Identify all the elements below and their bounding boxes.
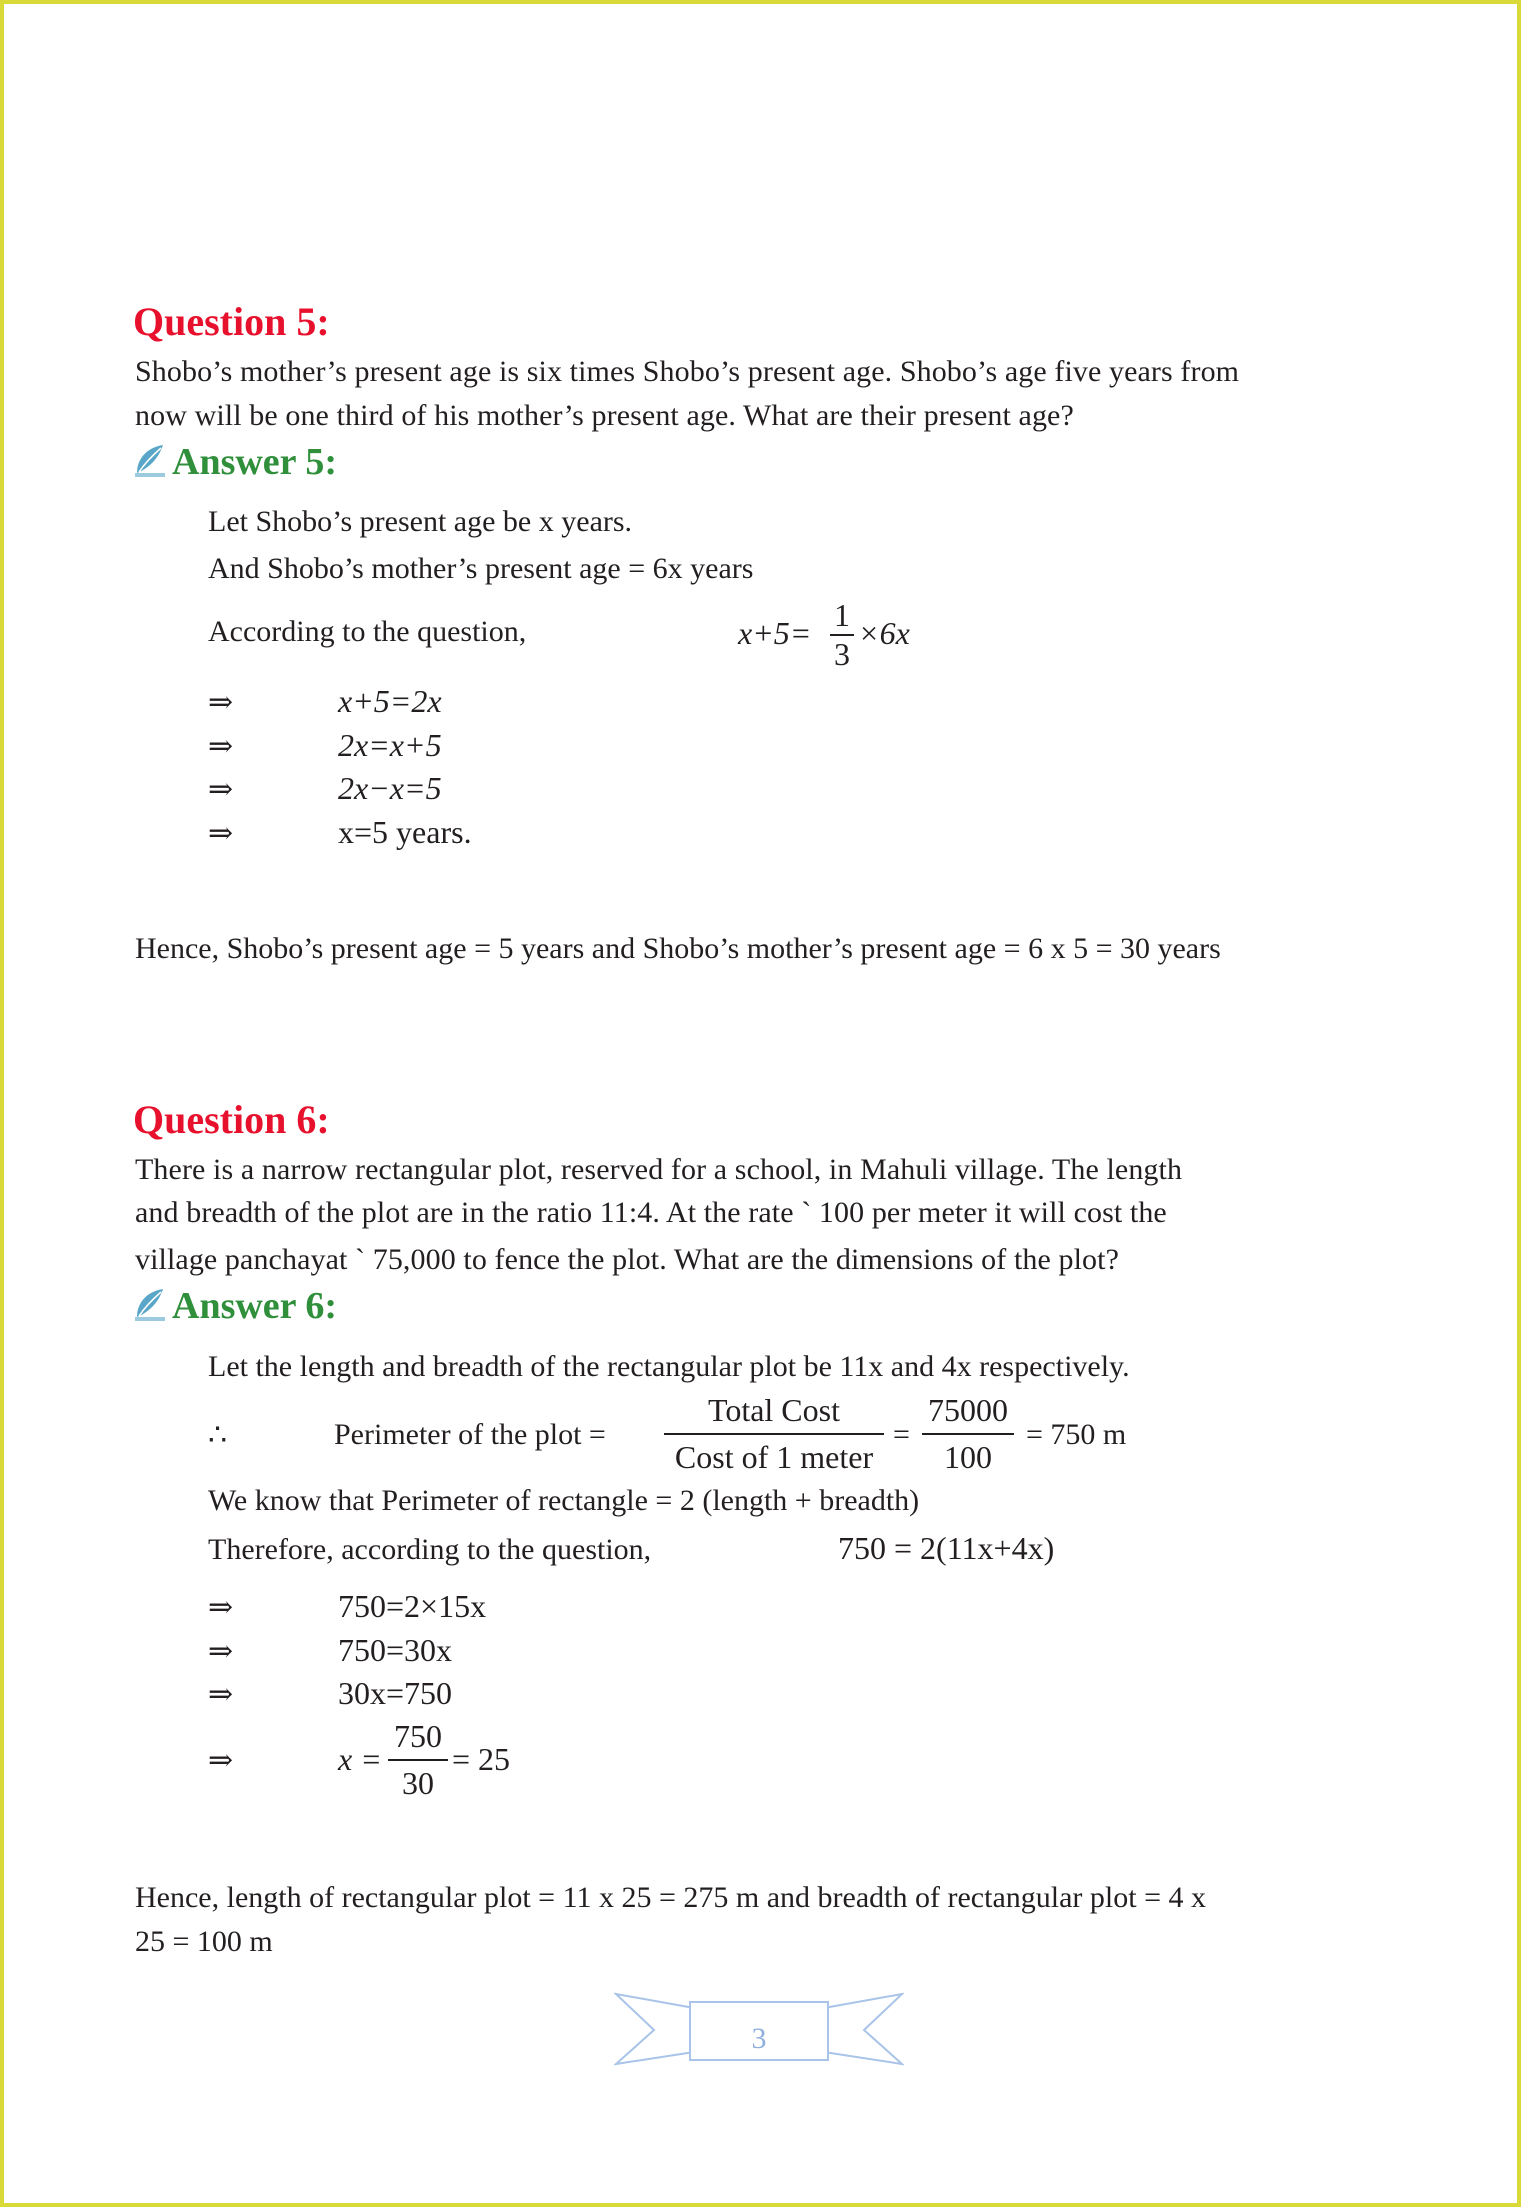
answer-5-line-3: According to the question, bbox=[208, 615, 527, 648]
answer-5-line-1: Let Shobo’s present age be x years. bbox=[208, 505, 633, 538]
question-6-heading: Question 6: bbox=[133, 1097, 330, 1142]
answer-5-step-4: x=5 years. bbox=[338, 814, 472, 850]
implies-arrow: ⇒ bbox=[208, 1678, 234, 1711]
implies-arrow: ⇒ bbox=[208, 1591, 234, 1624]
answer-6-conclusion-line-1: Hence, length of rectangular plot = 11 x 25 = 275 m and breadth of rectangular plot = 4 x bbox=[135, 1881, 1206, 1914]
answer-6-conclusion-line-2: 25 = 100 m bbox=[135, 1925, 273, 1958]
perimeter-fraction-1 bbox=[664, 1392, 884, 1476]
implies-arrow: ⇒ bbox=[208, 686, 234, 719]
answer-6-therefore-line: Therefore, according to the question, bbox=[208, 1533, 652, 1566]
implies-arrow: ⇒ bbox=[208, 817, 234, 850]
fraction-denominator: 100 bbox=[944, 1439, 992, 1475]
fraction-numerator: 750 bbox=[394, 1718, 442, 1754]
fraction-denominator: 30 bbox=[402, 1765, 434, 1801]
answer-5-equation-rhs: ×6x bbox=[858, 615, 910, 651]
question-6-text-line-1: There is a narrow rectangular plot, reserved for a school, in Mahuli village. The length bbox=[135, 1153, 1183, 1186]
fraction-denominator: Cost of 1 meter bbox=[674, 1439, 874, 1475]
question-5-text-line-1: Shobo’s mother’s present age is six times Shobo’s present age. Shobo’s age five years from bbox=[135, 355, 1240, 388]
answer-6-final-lhs: x = bbox=[338, 1741, 382, 1777]
fraction-numerator: 75000 bbox=[928, 1392, 1008, 1428]
perimeter-result: = 750 m bbox=[1026, 1418, 1127, 1451]
answer-6-step-3: 30x=750 bbox=[338, 1675, 453, 1711]
fraction-bar bbox=[388, 1759, 448, 1761]
page-number: 3 bbox=[751, 2022, 767, 2055]
therefore-symbol: ∴ bbox=[208, 1419, 228, 1452]
question-6-text-line-3: village panchayat ` 75,000 to fence the plot. What are the dimensions of the plot? bbox=[135, 1243, 1120, 1276]
fraction-bar bbox=[664, 1433, 884, 1435]
implies-arrow: ⇒ bbox=[208, 773, 234, 806]
implies-arrow: ⇒ bbox=[208, 1635, 234, 1668]
leaf-logo-icon bbox=[133, 443, 167, 479]
fraction-numerator: Total Cost bbox=[708, 1392, 840, 1428]
answer-6-step-1: 750=2×15x bbox=[338, 1588, 487, 1624]
answer-5-line-2: And Shobo’s mother’s present age = 6x years bbox=[208, 552, 754, 585]
fraction-numerator: 1 bbox=[834, 597, 850, 633]
answer-6-step-2: 750=30x bbox=[338, 1632, 453, 1668]
answer-6-final-fraction bbox=[388, 1718, 448, 1802]
answer-6-line-1: Let the length and breadth of the rectangular plot be 11x and 4x respectively. bbox=[208, 1350, 1130, 1383]
answer-6-know-line: We know that Perimeter of rectangle = 2 (length + breadth) bbox=[208, 1484, 920, 1517]
answer-5-step-3: 2x−x=5 bbox=[338, 770, 442, 806]
fraction-bar bbox=[922, 1433, 1014, 1435]
question-5-heading: Question 5: bbox=[133, 299, 330, 344]
perimeter-fraction-2 bbox=[922, 1392, 1014, 1476]
answer-6-heading: Answer 6: bbox=[172, 1285, 338, 1327]
answer-6-final-rhs: = 25 bbox=[452, 1741, 511, 1777]
answer-6-equation: 750 = 2(11x+4x) bbox=[838, 1530, 1055, 1566]
leaf-logo-icon bbox=[133, 1287, 167, 1323]
equals-sign: = bbox=[893, 1418, 910, 1451]
answer-5-equation-lhs: x+5= bbox=[738, 615, 812, 651]
answer-5-conclusion: Hence, Shobo’s present age = 5 years and Shobo’s mother’s present age = 6 x 5 = 30 years bbox=[135, 932, 1221, 965]
fraction-denominator: 3 bbox=[834, 636, 850, 672]
question-6-text-line-2: and breadth of the plot are in the ratio 11:4. At the rate ` 100 per meter it will cost the bbox=[135, 1196, 1167, 1229]
answer-5-step-2: 2x=x+5 bbox=[338, 727, 442, 763]
perimeter-label: Perimeter of the plot = bbox=[334, 1418, 606, 1451]
answer-5-heading: Answer 5: bbox=[172, 441, 338, 483]
question-5-text-line-2: now will be one third of his mother’s present age. What are their present age? bbox=[135, 399, 1074, 432]
answer-5-step-1: x+5=2x bbox=[338, 683, 442, 719]
answer-5-fraction bbox=[830, 597, 854, 673]
implies-arrow: ⇒ bbox=[208, 1744, 234, 1777]
implies-arrow: ⇒ bbox=[208, 730, 234, 763]
